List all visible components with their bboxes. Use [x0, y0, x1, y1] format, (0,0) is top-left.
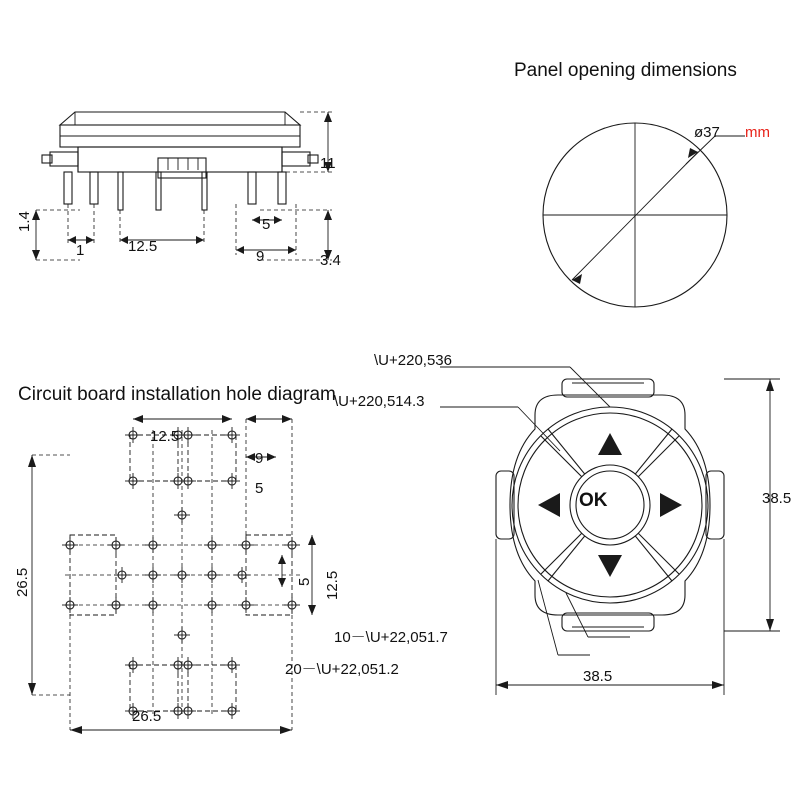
front-view-callout-4: 20－\U+22,051.2	[285, 661, 399, 678]
front-view-callout-1: \U+220,536	[374, 352, 452, 369]
front-view-callout-3: 10－\U+22,051.7	[334, 629, 448, 646]
panel-opening-unit-label: mm	[745, 124, 770, 141]
hole-dim-bottom-26-5: 26.5	[132, 708, 162, 725]
side-view-dim-9: 9	[256, 248, 265, 265]
front-view-dim-width: 38.5	[583, 668, 613, 685]
side-view-dim-3-4: 3.4	[320, 252, 341, 269]
side-view-dim-1: 1	[76, 242, 85, 259]
panel-opening-diameter-label: ø37	[694, 124, 720, 141]
hole-dim-left-26-5: 26.5	[14, 567, 31, 597]
side-view-diagram	[20, 100, 350, 300]
hole-dim-right-5: 5	[296, 577, 313, 586]
hole-dim-top-5: 5	[255, 480, 264, 497]
hole-dim-right-12-5: 12.5	[324, 570, 341, 600]
hole-dim-top-9: 9	[255, 450, 264, 467]
front-view-center-label: OK	[579, 490, 608, 511]
side-view-dim-1-4: 1.4	[16, 211, 33, 232]
side-view-dim-5: 5	[262, 216, 271, 233]
front-view-diagram	[440, 355, 800, 715]
hole-dim-top-12-5: 12.5	[150, 428, 180, 445]
side-view-dim-12-5: 12.5	[128, 238, 158, 255]
hole-diagram-title: Circuit board installation hole diagram	[18, 384, 336, 405]
side-view-dim-height: 11	[320, 155, 336, 172]
panel-opening-title: Panel opening dimensions	[514, 60, 737, 81]
front-view-callout-2: \U+220,514.3	[334, 393, 425, 410]
front-view-dim-height: 38.5	[762, 490, 792, 507]
